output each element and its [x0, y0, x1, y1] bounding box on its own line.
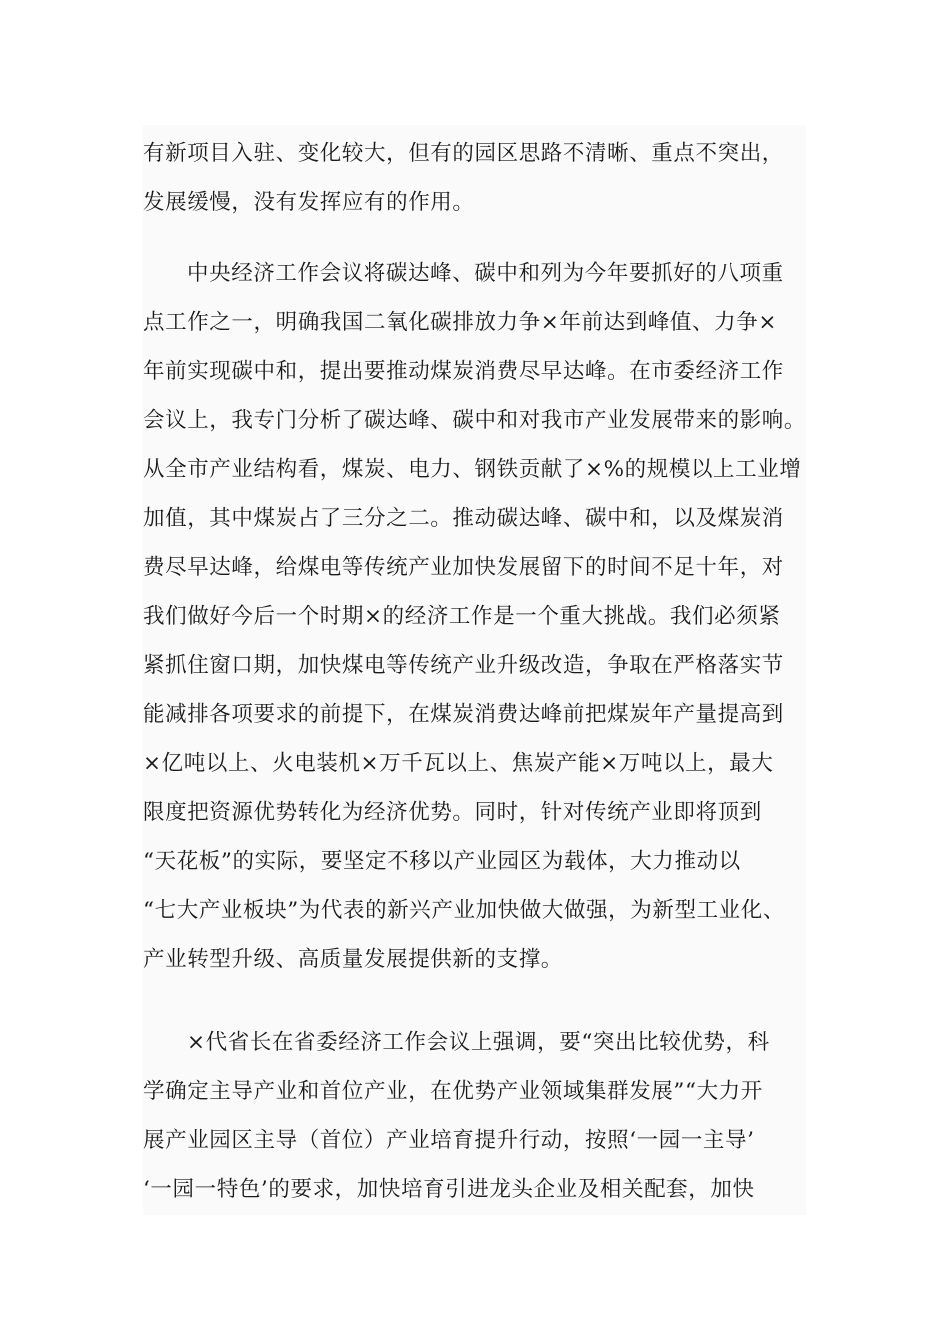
text-line: 费尽早达峰，给煤电等传统产业加快发展留下的时间不足十年，对	[143, 555, 784, 580]
text-line: ×亿吨以上、火电装机×万千瓦以上、焦炭产能×万吨以上，最大	[143, 751, 774, 776]
text-line: 产业转型升级、高质量发展提供新的支撑。	[143, 947, 563, 972]
paragraph-2	[143, 249, 806, 984]
text-line: “七大产业板块”为代表的新兴产业加快做大做强，为新型工业化、	[143, 898, 785, 923]
text-line: 加值，其中煤炭占了三分之二。推动碳达峰、碳中和，以及煤炭消	[143, 506, 784, 531]
text-line: 我们做好今后一个时期×的经济工作是一个重大挑战。我们必须紧	[143, 604, 781, 629]
text-line: 发展缓慢，没有发挥应有的作用。	[143, 190, 475, 215]
text-line: “天花板”的实际，要坚定不移以产业园区为载体，大力推动以	[143, 849, 741, 874]
text-line: 有新项目入驻、变化较大，但有的园区思路不清晰、重点不突出，	[143, 141, 784, 166]
text-line: 限度把资源优势转化为经济优势。同时，针对传统产业即将顶到	[143, 800, 762, 825]
text-line: 学确定主导产业和首位产业，在优势产业领域集群发展”“大力开	[143, 1079, 763, 1104]
text-line: 会议上，我专门分析了碳达峰、碳中和对我市产业发展带来的影响。	[143, 408, 807, 433]
text-line: 能减排各项要求的前提下，在煤炭消费达峰前把煤炭年产量提高到	[143, 702, 784, 727]
text-line: 年前实现碳中和，提出要推动煤炭消费尽早达峰。在市委经济工作	[143, 359, 784, 384]
text-line: 点工作之一，明确我国二氧化碳排放力争×年前达到峰值、力争×	[143, 310, 777, 335]
text-line: 展产业园区主导（首位）产业培育提升行动，按照‘一园一主导’	[143, 1128, 755, 1153]
text-line: ×代省长在省委经济工作会议上强调，要“突出比较优势，科	[187, 1030, 770, 1055]
text-line: ‘一园一特色’的要求，加快培育引进龙头企业及相关配套，加快	[143, 1177, 755, 1202]
paragraph-1	[143, 129, 806, 227]
document-page	[143, 125, 806, 1215]
text-line: 中央经济工作会议将碳达峰、碳中和列为今年要抓好的八项重	[187, 261, 784, 286]
paragraph-3	[143, 1018, 806, 1214]
text-line: 紧抓住窗口期，加快煤电等传统产业升级改造，争取在严格落实节	[143, 653, 784, 678]
text-line: 从全市产业结构看，煤炭、电力、钢铁贡献了×%的规模以上工业增	[143, 457, 802, 482]
